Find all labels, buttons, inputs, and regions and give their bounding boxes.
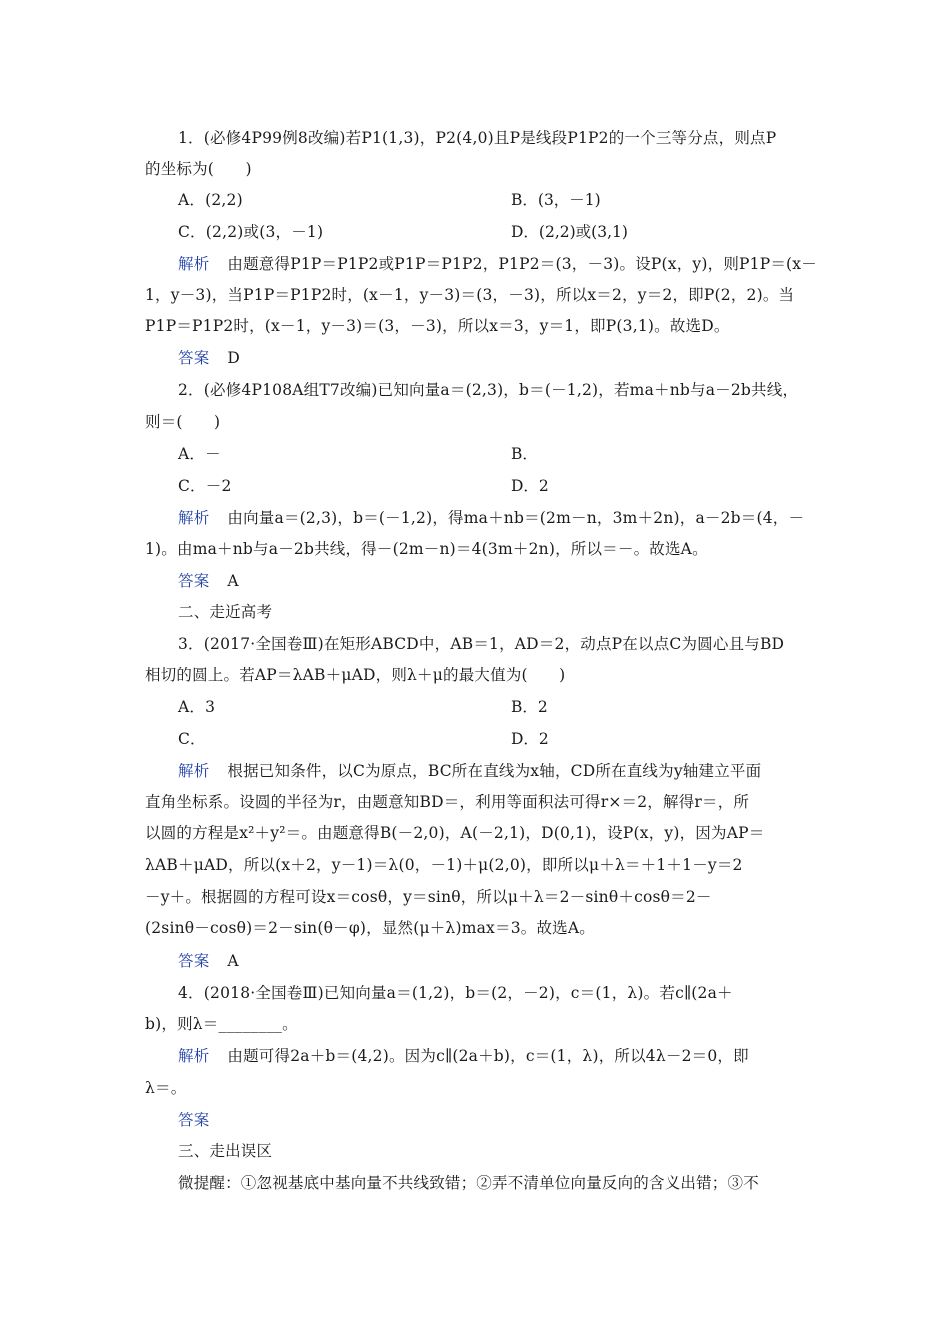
line-text: 相切的圆上。若AP＝λAB＋μAD，则λ＋μ的最大值为( ) xyxy=(145,666,566,684)
answer-label: 答案 xyxy=(178,952,210,970)
line-text: 3．(2017·全国卷Ⅲ)在矩形ABCD中，AB＝1，AD＝2，动点P在以点C为圆心且与BD xyxy=(178,635,785,653)
line-text: A．3 xyxy=(178,698,216,716)
text-line-tip xyxy=(178,1173,848,1193)
text-line-q1-sol-l3 xyxy=(145,316,815,336)
text-line-sec3 xyxy=(178,1141,848,1161)
text-line-q3-sol-l5 xyxy=(145,887,815,907)
text-line-q3-l1 xyxy=(178,634,848,654)
answer-label: 答案 xyxy=(178,572,210,590)
line-text: －y＋。根据圆的方程可设x＝cosθ，y＝sinθ，所以μ＋λ＝2－sinθ＋cosθ＝2－ xyxy=(145,888,712,906)
line-text: 则＝( ) xyxy=(145,413,221,431)
analysis-label: 解析 xyxy=(178,762,210,780)
line-text: C． xyxy=(178,730,206,748)
text-line-q2-l2 xyxy=(145,412,815,432)
line-text: λAB＋μAD，所以(x＋2，y－1)＝λ(0，－1)＋μ(2,0)，即所以μ＋λ＝＋1＋1－y＝2 xyxy=(145,856,743,874)
line-text: A xyxy=(227,572,239,590)
text-line-q3-sol-l2 xyxy=(145,792,815,812)
line-text: 直角坐标系。设圆的半径为r，由题意知BD＝，利用等面积法可得r×＝2，解得r＝，所 xyxy=(145,793,750,811)
line-text: A．－ xyxy=(178,445,221,463)
text-line-q4-sol-l2 xyxy=(145,1078,815,1098)
text-line-q3-l2 xyxy=(145,665,815,685)
line-text: C．－2 xyxy=(178,477,232,495)
line-text: 根据已知条件，以C为原点，BC所在直线为x轴，CD所在直线为y轴建立平面 xyxy=(227,762,762,780)
line-text: 以圆的方程是x²＋y²＝。由题意得B(－2,0)，A(－2,1)，D(0,1)，设P(x，y)，因为AP＝ xyxy=(145,824,765,842)
line-text: D xyxy=(227,349,241,367)
line-text: 微提醒：①忽视基底中基向量不共线致错；②弄不清单位向量反向的含义出错；③不 xyxy=(178,1174,759,1192)
text-line-q4-l1 xyxy=(178,983,848,1003)
line-text: (2sinθ－cosθ)＝2－sin(θ－φ)，显然(μ＋λ)max＝3。故选A。 xyxy=(145,919,595,937)
text-line-q4-ans xyxy=(178,1110,848,1130)
text-line-q2-l1 xyxy=(178,380,848,400)
text-line-q1-sol-l1 xyxy=(178,254,848,274)
text-line-q3-sol-l6 xyxy=(145,918,815,938)
line-text: B．(3，－1) xyxy=(511,191,601,209)
line-text: 1．(必修4P99例8改编)若P1(1,3)，P2(4,0)且P是线段P1P2的一个三等分点，则点P xyxy=(178,129,777,147)
text-line-q1-ans xyxy=(178,348,848,368)
line-text: P1P＝P1P2时，(x－1，y－3)＝(3，－3)，所以x＝3，y＝1，即P(3,1)。故选D。 xyxy=(145,317,730,335)
analysis-label: 解析 xyxy=(178,509,210,527)
text-line-q3-ans xyxy=(178,951,848,971)
line-text: 由题可得2a＋b＝(4,2)。因为c∥(2a＋b)，c＝(1，λ)，所以4λ－2＝0，即 xyxy=(227,1047,749,1065)
line-text: 1)。由ma＋nb与a－2b共线，得－(2m－n)＝4(3m＋2n)，所以＝－。故选A。 xyxy=(145,540,708,558)
text-line-q4-l2 xyxy=(145,1014,815,1034)
line-text: b)，则λ＝________。 xyxy=(145,1015,298,1033)
text-line-q2-B xyxy=(511,444,538,464)
text-line-q1-l2 xyxy=(145,159,815,179)
line-text: A xyxy=(227,952,239,970)
line-text: λ＝。 xyxy=(145,1079,187,1097)
line-text: D．2 xyxy=(511,477,549,495)
line-text: 的坐标为( ) xyxy=(145,160,252,178)
answer-label: 答案 xyxy=(178,1111,210,1129)
text-line-q1-D xyxy=(511,222,628,242)
analysis-label: 解析 xyxy=(178,1047,210,1065)
text-line-q1-sol-l2 xyxy=(145,285,815,305)
text-line-q4-sol-l1 xyxy=(178,1046,848,1066)
text-line-q3-D xyxy=(511,729,549,749)
line-text: 2．(必修4P108A组T7改编)已知向量a＝(2,3)，b＝(－1,2)，若ma＋nb与a－2b共线， xyxy=(178,381,799,399)
line-text: 二、走近高考 xyxy=(178,603,273,621)
line-text: B．2 xyxy=(511,698,548,716)
text-line-q3-B xyxy=(511,697,548,717)
text-line-q2-ans xyxy=(178,571,848,591)
line-text: B． xyxy=(511,445,538,463)
answer-label: 答案 xyxy=(178,349,210,367)
line-text: D．2 xyxy=(511,730,549,748)
text-line-q2-sol-l2 xyxy=(145,539,815,559)
line-text: 由题意得P1P＝P1P2或P1P＝P1P2，P1P2＝(3，－3)。设P(x，y)，则P1P＝(x－ xyxy=(227,255,817,273)
text-line-q3-sol-l4 xyxy=(145,855,815,875)
analysis-label: 解析 xyxy=(178,255,210,273)
text-line-q3-sol-l1 xyxy=(178,761,848,781)
text-line-q1-B xyxy=(511,190,601,210)
line-text: 由向量a＝(2,3)，b＝(－1,2)，得ma＋nb＝(2m－n，3m＋2n)，a－2b＝(4，－ xyxy=(227,509,805,527)
text-line-q3-sol-l3 xyxy=(145,823,815,843)
line-text: 4．(2018·全国卷Ⅲ)已知向量a＝(1,2)，b＝(2，－2)，c＝(1，λ)。若c∥(2a＋ xyxy=(178,984,733,1002)
line-text: 三、走出误区 xyxy=(178,1142,273,1160)
line-text: D．(2,2)或(3,1) xyxy=(511,223,628,241)
text-line-sec2 xyxy=(178,602,848,622)
text-line-q1-l1 xyxy=(178,128,848,148)
line-text: 1，y－3)，当P1P＝P1P2时，(x－1，y－3)＝(3，－3)，所以x＝2，y＝2，即P(2，2)。当 xyxy=(145,286,795,304)
line-text: A．(2,2) xyxy=(178,191,243,209)
text-line-q2-D xyxy=(511,476,549,496)
text-line-q2-sol-l1 xyxy=(178,508,848,528)
line-text: C．(2,2)或(3，－1) xyxy=(178,223,324,241)
